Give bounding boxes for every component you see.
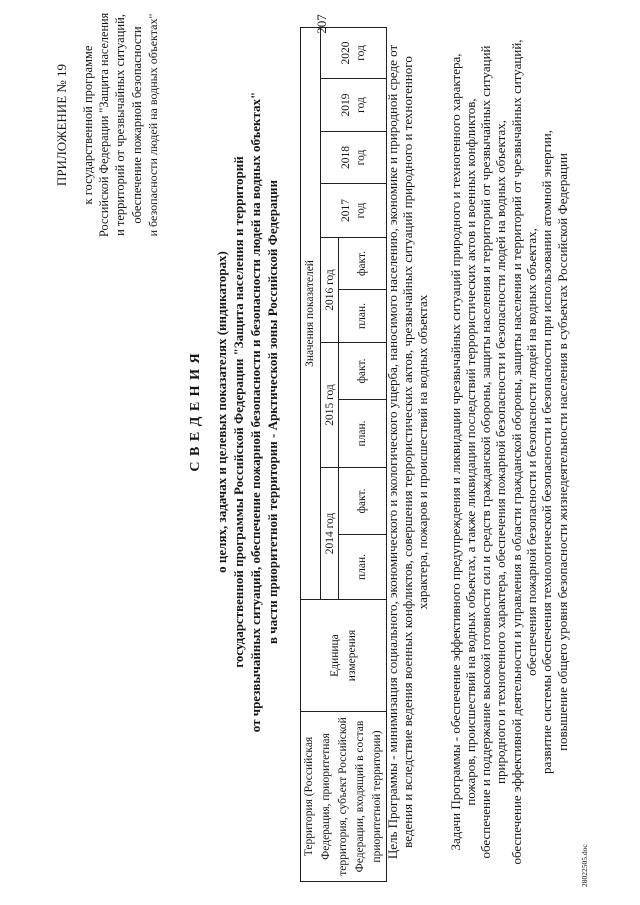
- indicators-table: [300, 27, 387, 882]
- year-number: 2020: [339, 41, 352, 65]
- year-header-2014: [321, 468, 339, 600]
- heading-lines: [213, 12, 281, 812]
- territory-header-line: территория, субъект Российской: [337, 717, 349, 876]
- plan-label: план.: [356, 420, 368, 447]
- fact-label: факт.: [356, 250, 368, 277]
- fact-label: факт.: [356, 358, 368, 384]
- program-tasks-line: обеспечение эффективной деятельности и управления в области гражданской обороны, защиты населения и территорий от чрезвычайных ситуаций,: [508, 39, 524, 865]
- territory-header-line: Территория (Российская: [303, 736, 315, 857]
- territory-header-line: приоритетной территории): [371, 730, 383, 863]
- territory-header-line: Федерация, приоритетная: [320, 733, 332, 860]
- program-tasks-line: повышение общего уровня безопасности жизнедеятельности населения в субъектах Российской Федерации: [554, 153, 570, 751]
- document-heading: [187, 12, 281, 812]
- program-goal-line: Цель Программы - минимизация социального, экономического и экологического ущерба, наносимого населению, экономике и природной среде от: [384, 44, 400, 860]
- year-unit: год: [354, 202, 367, 219]
- fact-label: факт.: [356, 488, 368, 514]
- appendix-line: и территорий от чрезвычайных ситуаций,: [113, 14, 128, 236]
- unit-header-cell: [301, 600, 387, 712]
- year-header-2020: [321, 27, 387, 78]
- fact-header-2015: [339, 343, 387, 400]
- appendix-line: обеспечение пожарной безопасности: [129, 26, 144, 224]
- appendix-title: ПРИЛОЖЕНИЕ № 19: [54, 63, 69, 187]
- heading-title: С В Е Д Е Н И Я: [188, 352, 203, 472]
- program-tasks-line: обеспечения пожарной безопасности и безопасности людей на водных объектах,: [523, 228, 539, 676]
- program-tasks-line: природного и техногенного характера, обеспечения пожарной безопасности и безопасности людей на водных объектах,: [493, 120, 509, 784]
- file-name-footer: 28022505.doc: [580, 844, 589, 887]
- heading-line: в части приоритетной территории - Арктической зоны Российской Федерации: [264, 180, 280, 644]
- values-header-label: Значения показателей: [304, 260, 316, 367]
- year-number: 2017: [339, 199, 352, 222]
- program-tasks-line: развитие системы обеспечения технологической безопасности и безопасности при использовании атомной энергии,: [539, 130, 555, 774]
- appendix-line: и безопасности людей на водных объектах": [145, 13, 160, 237]
- plan-header-2015: [339, 400, 387, 468]
- year-label: 2016 год: [323, 269, 336, 311]
- year-header-2018: [321, 132, 387, 184]
- year-number: 2019: [339, 93, 352, 117]
- plan-header-2016: [339, 290, 387, 343]
- heading-line: государственной программы Российской Федерации "Защита населения и территорий: [230, 156, 246, 668]
- program-goal-paragraph: [385, 19, 430, 885]
- territory-header-cell: [301, 712, 387, 882]
- year-number: 2018: [339, 146, 352, 169]
- appendix-line: Российской Федерации "Защита населения: [97, 12, 112, 237]
- heading-line: о целях, задачах и целевых показателях (индикаторах): [213, 251, 229, 573]
- page-number: 207: [314, 14, 329, 34]
- year-label: 2015 год: [323, 384, 336, 426]
- year-header-2019: [321, 79, 387, 132]
- year-header-2015: [321, 343, 339, 468]
- unit-header-line: Единица: [328, 634, 341, 677]
- unit-header-line: измерения: [345, 629, 358, 682]
- year-unit: год: [354, 149, 367, 166]
- program-tasks-line: обеспечение и поддержание высокой готовности сил и средств гражданской обороны, защиты населения и территорий от чрезвычайных ситуаций: [478, 45, 494, 859]
- year-unit: год: [354, 45, 367, 61]
- values-header-cell: [301, 27, 321, 599]
- fact-header-2016: [339, 238, 387, 290]
- year-label: 2014 год: [323, 512, 336, 555]
- program-tasks-paragraph: [448, 19, 570, 885]
- program-goal-line: ведения и вследствие ведения военных конфликтов, совершения террористических актов, чрезвычайных ситуаций природного и техногенного: [399, 56, 415, 848]
- year-header-2017: [321, 184, 387, 238]
- plan-label: план.: [356, 553, 368, 581]
- appendix-line: к государственной программе: [81, 45, 95, 205]
- year-unit: год: [354, 97, 367, 113]
- year-header-2016: [321, 238, 339, 343]
- appendix-header-block: [53, 13, 161, 237]
- program-tasks-line: пожаров, происшествий на водных объектах, а также ликвидации последствий террористических актов и военных конфликтов,: [462, 98, 478, 806]
- plan-header-2014: [339, 535, 387, 600]
- heading-line: от чрезвычайных ситуаций, обеспечение пожарной безопасности и безопасности людей на водных объектах": [247, 91, 263, 733]
- plan-label: план.: [356, 302, 368, 330]
- appendix-lines: [80, 13, 161, 237]
- program-tasks-line: Задачи Программы - обеспечение эффективного предупреждения и ликвидации чрезвычайных ситуаций природного и техногенного характера,: [447, 53, 463, 851]
- fact-header-2014: [339, 468, 387, 535]
- territory-header-line: Федерации, входящий в состав: [354, 720, 366, 873]
- program-goal-line: характера, пожаров и происшествий на водных объектах: [414, 294, 430, 610]
